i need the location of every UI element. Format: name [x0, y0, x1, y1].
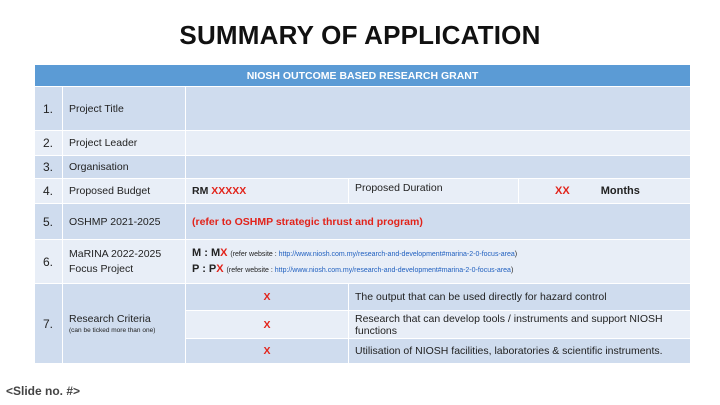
budget-value[interactable]	[186, 179, 349, 204]
row-number: 7.	[35, 284, 63, 364]
table-row	[35, 204, 691, 240]
marina-p-x: X	[216, 262, 224, 275]
slide-number: <Slide no. #>	[6, 384, 81, 398]
row-label: Project Title	[63, 87, 186, 131]
organisation-value[interactable]	[186, 156, 691, 179]
table-row	[35, 156, 691, 179]
marina-m-ref-open: (refer website :	[230, 250, 279, 258]
summary-table	[34, 64, 691, 364]
row-label-line1: MaRINA 2022-2025	[69, 247, 162, 260]
table-row	[35, 284, 691, 311]
marina-p-link[interactable]: http://www.niosh.com.my/research-and-development#marina-2-0-focus-area	[274, 266, 511, 274]
row-number: 6.	[35, 240, 63, 284]
row-number: 4.	[35, 179, 63, 204]
marina-p-prefix: P : P	[192, 262, 217, 275]
table-header: NIOSH OUTCOME BASED RESEARCH GRANT	[35, 65, 691, 87]
budget-amount: XXXXX	[211, 185, 247, 197]
budget-currency: RM	[192, 185, 209, 197]
marina-value[interactable]	[186, 240, 691, 284]
marina-m-x: X	[220, 246, 228, 259]
criteria-mark-2[interactable]: X	[186, 311, 349, 339]
criteria-text-3: Utilisation of NIOSH facilities, laboratories & scientific instruments.	[349, 339, 691, 364]
row-label-sub: (can be ticked more than one)	[69, 327, 156, 334]
row-label	[63, 284, 186, 364]
marina-m-prefix: M : M	[192, 246, 221, 259]
criteria-mark-1[interactable]: X	[186, 284, 349, 311]
project-leader-value[interactable]	[186, 131, 691, 156]
project-title-value[interactable]	[186, 87, 691, 131]
page-title: SUMMARY OF APPLICATION	[179, 20, 541, 50]
row-label-main: Research Criteria	[69, 313, 151, 325]
marina-m-ref-close: )	[514, 250, 518, 258]
row-number: 2.	[35, 131, 63, 156]
table-row	[35, 87, 691, 131]
table-row	[35, 131, 691, 156]
duration-value: XX	[555, 185, 570, 197]
row-label	[63, 240, 186, 284]
duration-unit: Months	[600, 185, 640, 197]
duration-value-cell[interactable]	[519, 179, 691, 204]
row-label: OSHMP 2021-2025	[63, 204, 186, 240]
marina-p-ref-close: )	[510, 266, 514, 274]
row-number: 1.	[35, 87, 63, 131]
criteria-text-1: The output that can be used directly for hazard control	[349, 284, 691, 311]
row-label-line2: Focus Project	[69, 262, 134, 275]
criteria-mark-3[interactable]: X	[186, 339, 349, 364]
criteria-text-2: Research that can develop tools / instruments and support NIOSH functions	[349, 311, 691, 339]
table-row	[35, 240, 691, 284]
marina-p-ref-open: (refer website :	[226, 266, 275, 274]
table-header-row	[35, 65, 691, 87]
oshmp-value[interactable]: (refer to OSHMP strategic thrust and program)	[186, 204, 691, 240]
table-row	[35, 179, 691, 204]
row-number: 5.	[35, 204, 63, 240]
row-number: 3.	[35, 156, 63, 179]
row-label: Organisation	[63, 156, 186, 179]
row-label: Project Leader	[63, 131, 186, 156]
marina-m-link[interactable]: http://www.niosh.com.my/research-and-development#marina-2-0-focus-area	[278, 250, 515, 258]
row-label: Proposed Budget	[63, 179, 186, 204]
duration-label: Proposed Duration	[349, 179, 519, 204]
